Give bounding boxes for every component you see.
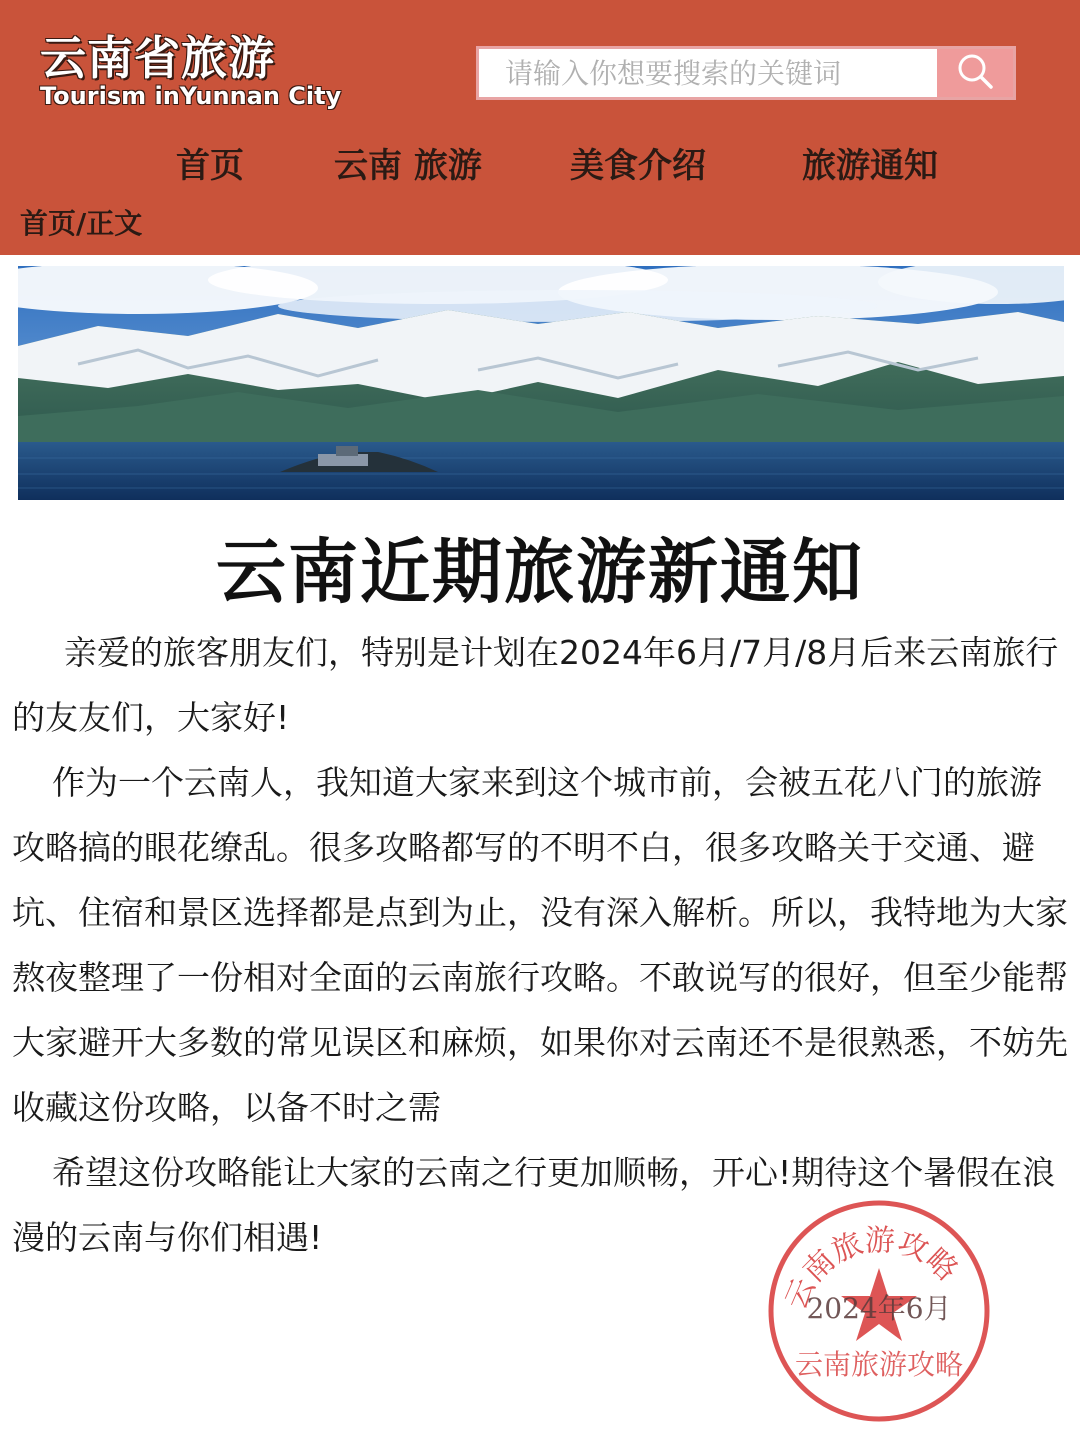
nav-item-food[interactable]: 美食介绍: [570, 146, 706, 186]
svg-text:2024年6月: 2024年6月: [806, 1292, 952, 1325]
search-box: [476, 46, 1016, 100]
site-header: [0, 0, 1080, 255]
nav-item-travel-notice[interactable]: 旅游通知: [802, 146, 938, 186]
main-nav: [0, 138, 1080, 184]
article-title: 云南近期旅游新通知: [216, 531, 864, 613]
search-button[interactable]: [937, 49, 1013, 97]
nav-item-yunnan-travel[interactable]: 云南 旅游: [334, 146, 482, 186]
article-paragraph: 希望这份攻略能让大家的云南之行更加顺畅，开心!期待这个暑假在浪漫的云南与你们相遇!: [12, 1153, 1056, 1257]
banner-image: [18, 266, 1064, 500]
article-paragraph: 作为一个云南人，我知道大家来到这个城市前，会被五花八门的旅游攻略搞的眼花缭乱。很多攻略都写的不明不白，很多攻略关于交通、避坑、住宿和景区选择都是点到为止，没有深入解析。所以，我特地为大家熬夜整理了一份相对全面的云南旅行攻略。不敢说写的很好，但至少能帮大家避开大多数的常见误区和麻烦，如果你对云南还不是很熟悉，不妨先收藏这份攻略，以备不时之需: [12, 763, 1068, 1127]
seal-stamp: [764, 1196, 994, 1426]
nav-item-home[interactable]: 首页: [176, 146, 244, 186]
site-title[interactable]: 云南省旅游: [40, 31, 275, 85]
search-icon: [955, 51, 995, 95]
search-input[interactable]: [479, 49, 939, 97]
article-body: [12, 620, 1068, 1270]
breadcrumb[interactable]: 首页/正文: [20, 207, 143, 240]
site-subtitle: Tourism inYunnan City: [40, 82, 342, 110]
article-paragraph: 亲爱的旅客朋友们，特别是计划在2024年6月/7月/8月后来云南旅行的友友们，大家好!: [12, 633, 1059, 737]
svg-text:云南旅游攻略: 云南旅游攻略: [778, 1223, 965, 1315]
svg-text:云南旅游攻略: 云南旅游攻略: [794, 1348, 964, 1381]
